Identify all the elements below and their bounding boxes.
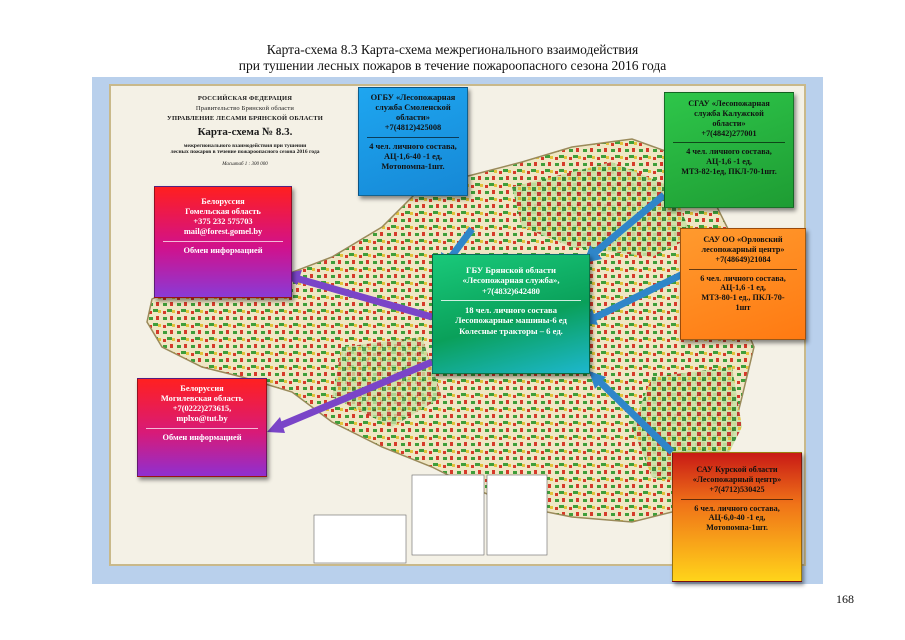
box-text: Мотопомпа-1шт.	[381, 162, 445, 172]
box-text: АЦ-6,0-40 -1 ед,	[708, 513, 766, 523]
box-divider	[163, 241, 283, 242]
box-divider	[689, 269, 797, 270]
box-text: 18 чел. личного состава	[464, 304, 557, 315]
box-text: САУ ОО «Орловский	[703, 235, 783, 244]
map-header	[130, 95, 360, 167]
box-text: 4 чел. личного состава,	[369, 142, 457, 152]
box-text: Лесопожарные машины-6 ед	[455, 315, 567, 326]
box-text: служба Калужской	[694, 108, 764, 118]
box-text: 6 чел. личного состава,	[694, 503, 780, 513]
box-text: лесопожарный центр»	[701, 244, 785, 254]
map-header-scale: Масштаб 1 : 300 000	[222, 161, 268, 167]
box-phone: +375 232 575703	[193, 217, 253, 227]
box-text: АЦ-1,6 -1 ед,	[706, 157, 752, 167]
box-text: Гомельская область	[185, 207, 261, 217]
box-text: 1шт	[735, 303, 751, 313]
box-text: «Лесопожарная служба»,	[462, 275, 560, 286]
map-header-title: Карта-схема № 8.3.	[197, 126, 293, 139]
box-text: Белоруссия	[180, 384, 224, 393]
box-text: 4 чел. личного состава,	[686, 147, 772, 157]
map-header-government: Правительство Брянской области	[195, 105, 295, 113]
legend-table-1	[412, 475, 484, 555]
box-phone: +7(4842)277001	[701, 128, 757, 138]
box-text: ОГБУ «Лесопожарная	[370, 93, 456, 102]
box-text: Колесные тракторы – 6 ед.	[459, 325, 563, 336]
info-box-orel	[680, 228, 806, 340]
map-header-subtitle-1: межрегионального взаимодействия при тушении	[183, 143, 307, 150]
box-text: Могилевская область	[160, 394, 244, 404]
box-divider	[367, 137, 459, 138]
box-email: mplxo@tut.by	[176, 414, 228, 424]
info-box-gomel	[154, 186, 292, 298]
page-number: 168	[836, 592, 854, 606]
box-text: Мотопомпа-1шт.	[706, 523, 768, 533]
box-text: АЦ-1,6-40 -1 ед,	[383, 152, 443, 162]
box-text: 6 чел. личного состава,	[700, 273, 786, 283]
map-header-country: РОССИЙСКАЯ ФЕДЕРАЦИЯ	[197, 95, 293, 102]
box-phone: +7(48649)21084	[715, 254, 771, 264]
box-phone: +7(0222)273615,	[172, 404, 232, 414]
box-text: СГАУ «Лесопожарная	[688, 99, 770, 108]
map-header-department: УПРАВЛЕНИЕ ЛЕСАМИ БРЯНСКОЙ ОБЛАСТИ	[166, 114, 324, 122]
box-phone: +7(4712)530425	[709, 484, 765, 494]
box-text: области»	[712, 118, 746, 128]
box-email: mail@forest.gomel.by	[183, 227, 263, 237]
legend-table-2	[487, 475, 547, 555]
box-text: ГБУ Брянской области	[466, 265, 556, 275]
legend-table-3	[314, 515, 406, 563]
info-box-bryansk	[432, 254, 590, 374]
box-text: МТЗ-82-1ед, ПКЛ-70-1шт.	[681, 167, 777, 177]
box-text: САУ Курской области	[696, 465, 778, 474]
page-title-line-1: Карта-схема 8.3 Карта-схема межрегионального взаимодействия	[266, 42, 639, 57]
box-divider	[673, 142, 785, 143]
box-divider	[681, 499, 793, 500]
info-box-smolensk	[358, 87, 468, 196]
box-phone: +7(4812)425008	[384, 123, 442, 133]
box-text: МТЗ-80-1 ед., ПКЛ-70-	[701, 293, 785, 303]
box-divider	[441, 300, 581, 301]
box-text: «Лесопожарный центр»	[692, 474, 782, 484]
info-box-mogilev	[137, 378, 267, 477]
box-text: Обмен информацией	[183, 246, 263, 256]
box-text: Обмен информацией	[162, 433, 242, 443]
page-title-line-2: при тушении лесных пожаров в течение пожароопасного сезона 2016 года	[238, 58, 667, 73]
box-text: служба Смоленской	[375, 103, 451, 113]
box-phone: +7(4832)642480	[482, 285, 540, 296]
box-text: Белоруссия	[201, 197, 245, 206]
map-header-subtitle-2: лесных пожаров в течение пожароопасного сезона 2016 года	[170, 149, 320, 156]
info-box-kaluga	[664, 92, 794, 208]
box-text: области»	[396, 113, 430, 123]
box-text: АЦ-1,6 -1 ед,	[720, 283, 766, 293]
info-box-kursk	[672, 452, 802, 582]
box-divider	[146, 428, 258, 429]
